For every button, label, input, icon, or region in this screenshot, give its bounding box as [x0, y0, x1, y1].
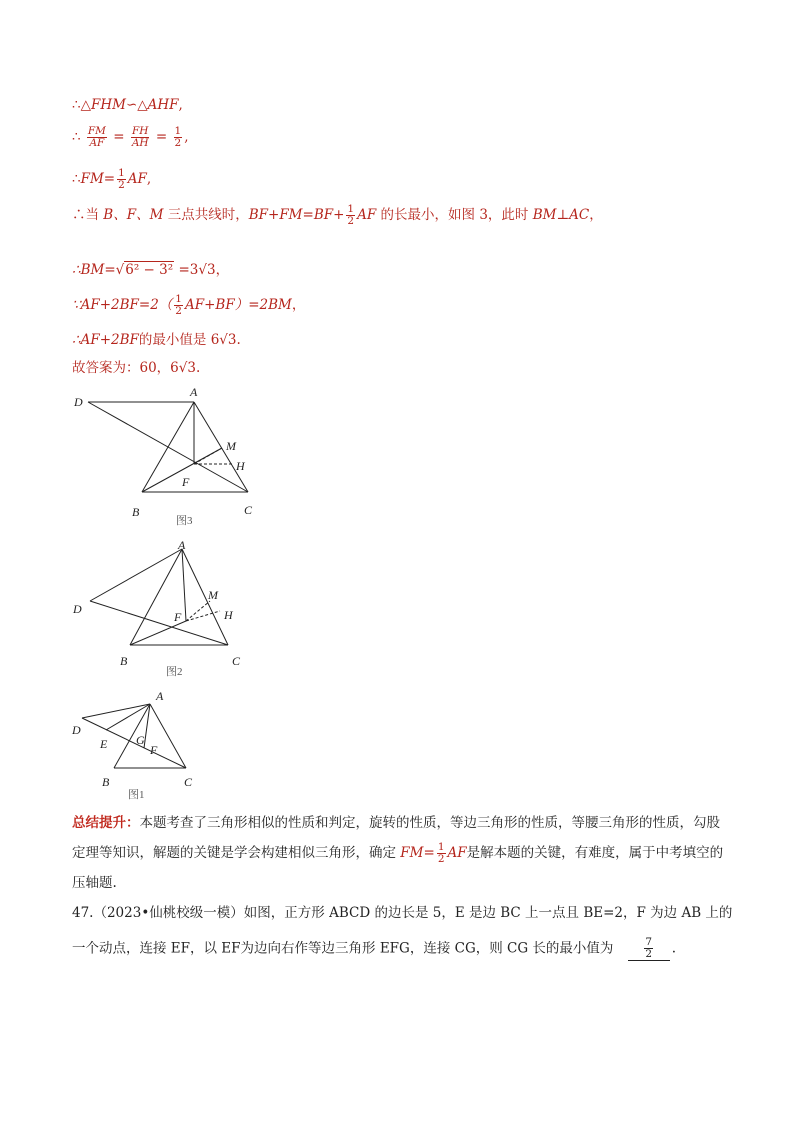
punctuation: ,: [178, 97, 183, 113]
solution-line-7: [72, 331, 241, 349]
expression: ∴AF+2BF: [72, 332, 139, 348]
denominator: 2: [175, 305, 182, 317]
therefore-symbol: ∴: [72, 129, 81, 145]
segment-ac: [194, 402, 248, 492]
punctuation: ，: [291, 297, 306, 313]
radicand: 6² − 3²: [125, 262, 174, 278]
problem-text: 一个动点，连接 EF，以 EF为边向右作等边三角形 EFG，连接 CG，则 CG 长的最小值为: [72, 940, 614, 957]
figure-1: [70, 684, 210, 804]
figure-3-caption: 图3: [176, 515, 193, 527]
figure-2-caption: 图2: [166, 666, 183, 678]
label-b: B: [120, 654, 128, 668]
therefore-symbol: ∴: [72, 97, 81, 113]
denominator: 2: [437, 853, 445, 865]
expression: ∵AF+2BF=2（: [72, 297, 173, 313]
label-d: D: [72, 723, 81, 737]
punctuation: ，: [215, 262, 230, 278]
segment-dc: [82, 718, 186, 768]
solution-line-6: [72, 294, 305, 317]
label-d: D: [73, 602, 82, 616]
numerator: 1: [118, 167, 125, 179]
fraction-one-half: [437, 842, 446, 865]
summary-heading: 总结提升：: [72, 815, 140, 831]
fraction-one-half: [117, 168, 126, 191]
text: 的最小值是 6√3: [138, 332, 237, 348]
label-f: F: [182, 475, 190, 489]
problem-47-line-2: [72, 937, 676, 961]
expression: AF: [357, 207, 377, 223]
text: 的长最小，如图 3，此时: [376, 207, 533, 223]
punctuation: ,: [184, 129, 189, 145]
segment-ac: [182, 549, 228, 645]
expression: =3√3: [174, 262, 216, 278]
text: 三点共线时，: [163, 207, 249, 223]
denominator: 2: [628, 949, 670, 961]
numerator: 7: [645, 936, 653, 948]
summary-text: 本题考查了三角形相似的性质和判定，旋转的性质，等边三角形的性质，等腰三角形的性质，勾股定理等知识，解题的关键是学会构建相似三角形，确定: [72, 815, 720, 861]
expression: BM⊥AC: [532, 207, 590, 223]
label-g: G: [136, 733, 145, 747]
label-a: A: [156, 689, 164, 703]
segment-fm: [186, 601, 210, 621]
label-e: E: [100, 737, 108, 751]
fraction-one-half: [174, 126, 183, 149]
segment-ea: [106, 704, 150, 730]
solution-line-3: [72, 168, 151, 191]
label-a: A: [178, 538, 186, 552]
therefore-symbol: ∴: [72, 171, 81, 187]
denominator: AH: [131, 137, 149, 149]
fraction-fm-af: [87, 126, 107, 149]
solution-line-4: [72, 204, 603, 227]
equals-sign: =: [155, 129, 168, 145]
expression: FM=: [400, 845, 435, 861]
answer-line: 故答案为：60，6√3.: [72, 360, 201, 376]
label-m: M: [226, 439, 236, 453]
label-f: F: [174, 610, 182, 624]
denominator: 2: [118, 179, 125, 191]
solution-line-1: [72, 96, 183, 114]
expression: AF+BF）=2BM: [184, 297, 292, 313]
solution-line-2: [72, 126, 188, 149]
label-c: C: [244, 503, 253, 517]
segment-bf: [130, 621, 186, 645]
label-b: B: [132, 505, 140, 519]
similar-triangles-statement: △FHM∽△AHF: [80, 97, 179, 113]
label-h: H: [224, 608, 233, 622]
label-d: D: [74, 395, 83, 409]
numerator: FH: [131, 125, 149, 137]
numerator: 1: [174, 125, 182, 137]
label-f: F: [150, 743, 158, 757]
answer-blank: [628, 937, 670, 961]
segment-da: [82, 704, 150, 718]
label-c: C: [232, 654, 241, 668]
punctuation: ,: [146, 171, 152, 187]
fraction-fh-ah: [131, 126, 150, 149]
figure-2: [70, 535, 270, 683]
solution-line-5: ∴BM=√6² − 3² =3√3，: [72, 262, 230, 278]
punctuation: .: [671, 940, 677, 957]
summary-paragraph: [72, 808, 727, 898]
denominator: AF: [89, 137, 105, 149]
expression: FM=: [80, 171, 116, 187]
segment-fh: [186, 611, 220, 621]
label-b: B: [102, 775, 110, 789]
figure-3: [70, 382, 280, 530]
points: B、F、M: [103, 207, 164, 223]
summary-text: 是解本题的关键，有难度，属于中考填空的压轴题.: [72, 845, 724, 891]
denominator: 2: [347, 215, 355, 227]
numerator: FM: [87, 125, 106, 137]
numerator: 1: [175, 293, 182, 305]
expression: ∴BM=: [72, 262, 116, 278]
segment-ac: [150, 704, 186, 768]
expression: AF: [127, 171, 147, 187]
fraction-one-half: [174, 294, 183, 317]
segment-dc: [90, 601, 228, 645]
segment-af: [144, 704, 150, 748]
label-c: C: [184, 775, 193, 789]
denominator: 2: [174, 137, 182, 149]
numerator: 1: [347, 203, 355, 215]
label-h: H: [236, 459, 245, 473]
equals-sign: =: [113, 129, 125, 145]
label-m: M: [208, 588, 218, 602]
expression: BF+FM=BF+: [248, 207, 345, 223]
problem-47-line-1: 47.（2023•仙桃校级一模）如图，正方形 ABCD 的边长是 5，E 是边 BC 上一点且 BE=2，F 为边 AB 上的: [72, 905, 733, 921]
punctuation: .: [236, 332, 241, 348]
expression: AF: [447, 845, 467, 861]
figure-1-caption: 图1: [128, 789, 145, 801]
numerator: 1: [437, 841, 445, 853]
segment-af: [182, 549, 186, 621]
punctuation: ，: [589, 207, 603, 223]
fraction-one-half: [346, 204, 355, 227]
label-a: A: [190, 385, 198, 399]
text: ∴当: [72, 207, 104, 223]
